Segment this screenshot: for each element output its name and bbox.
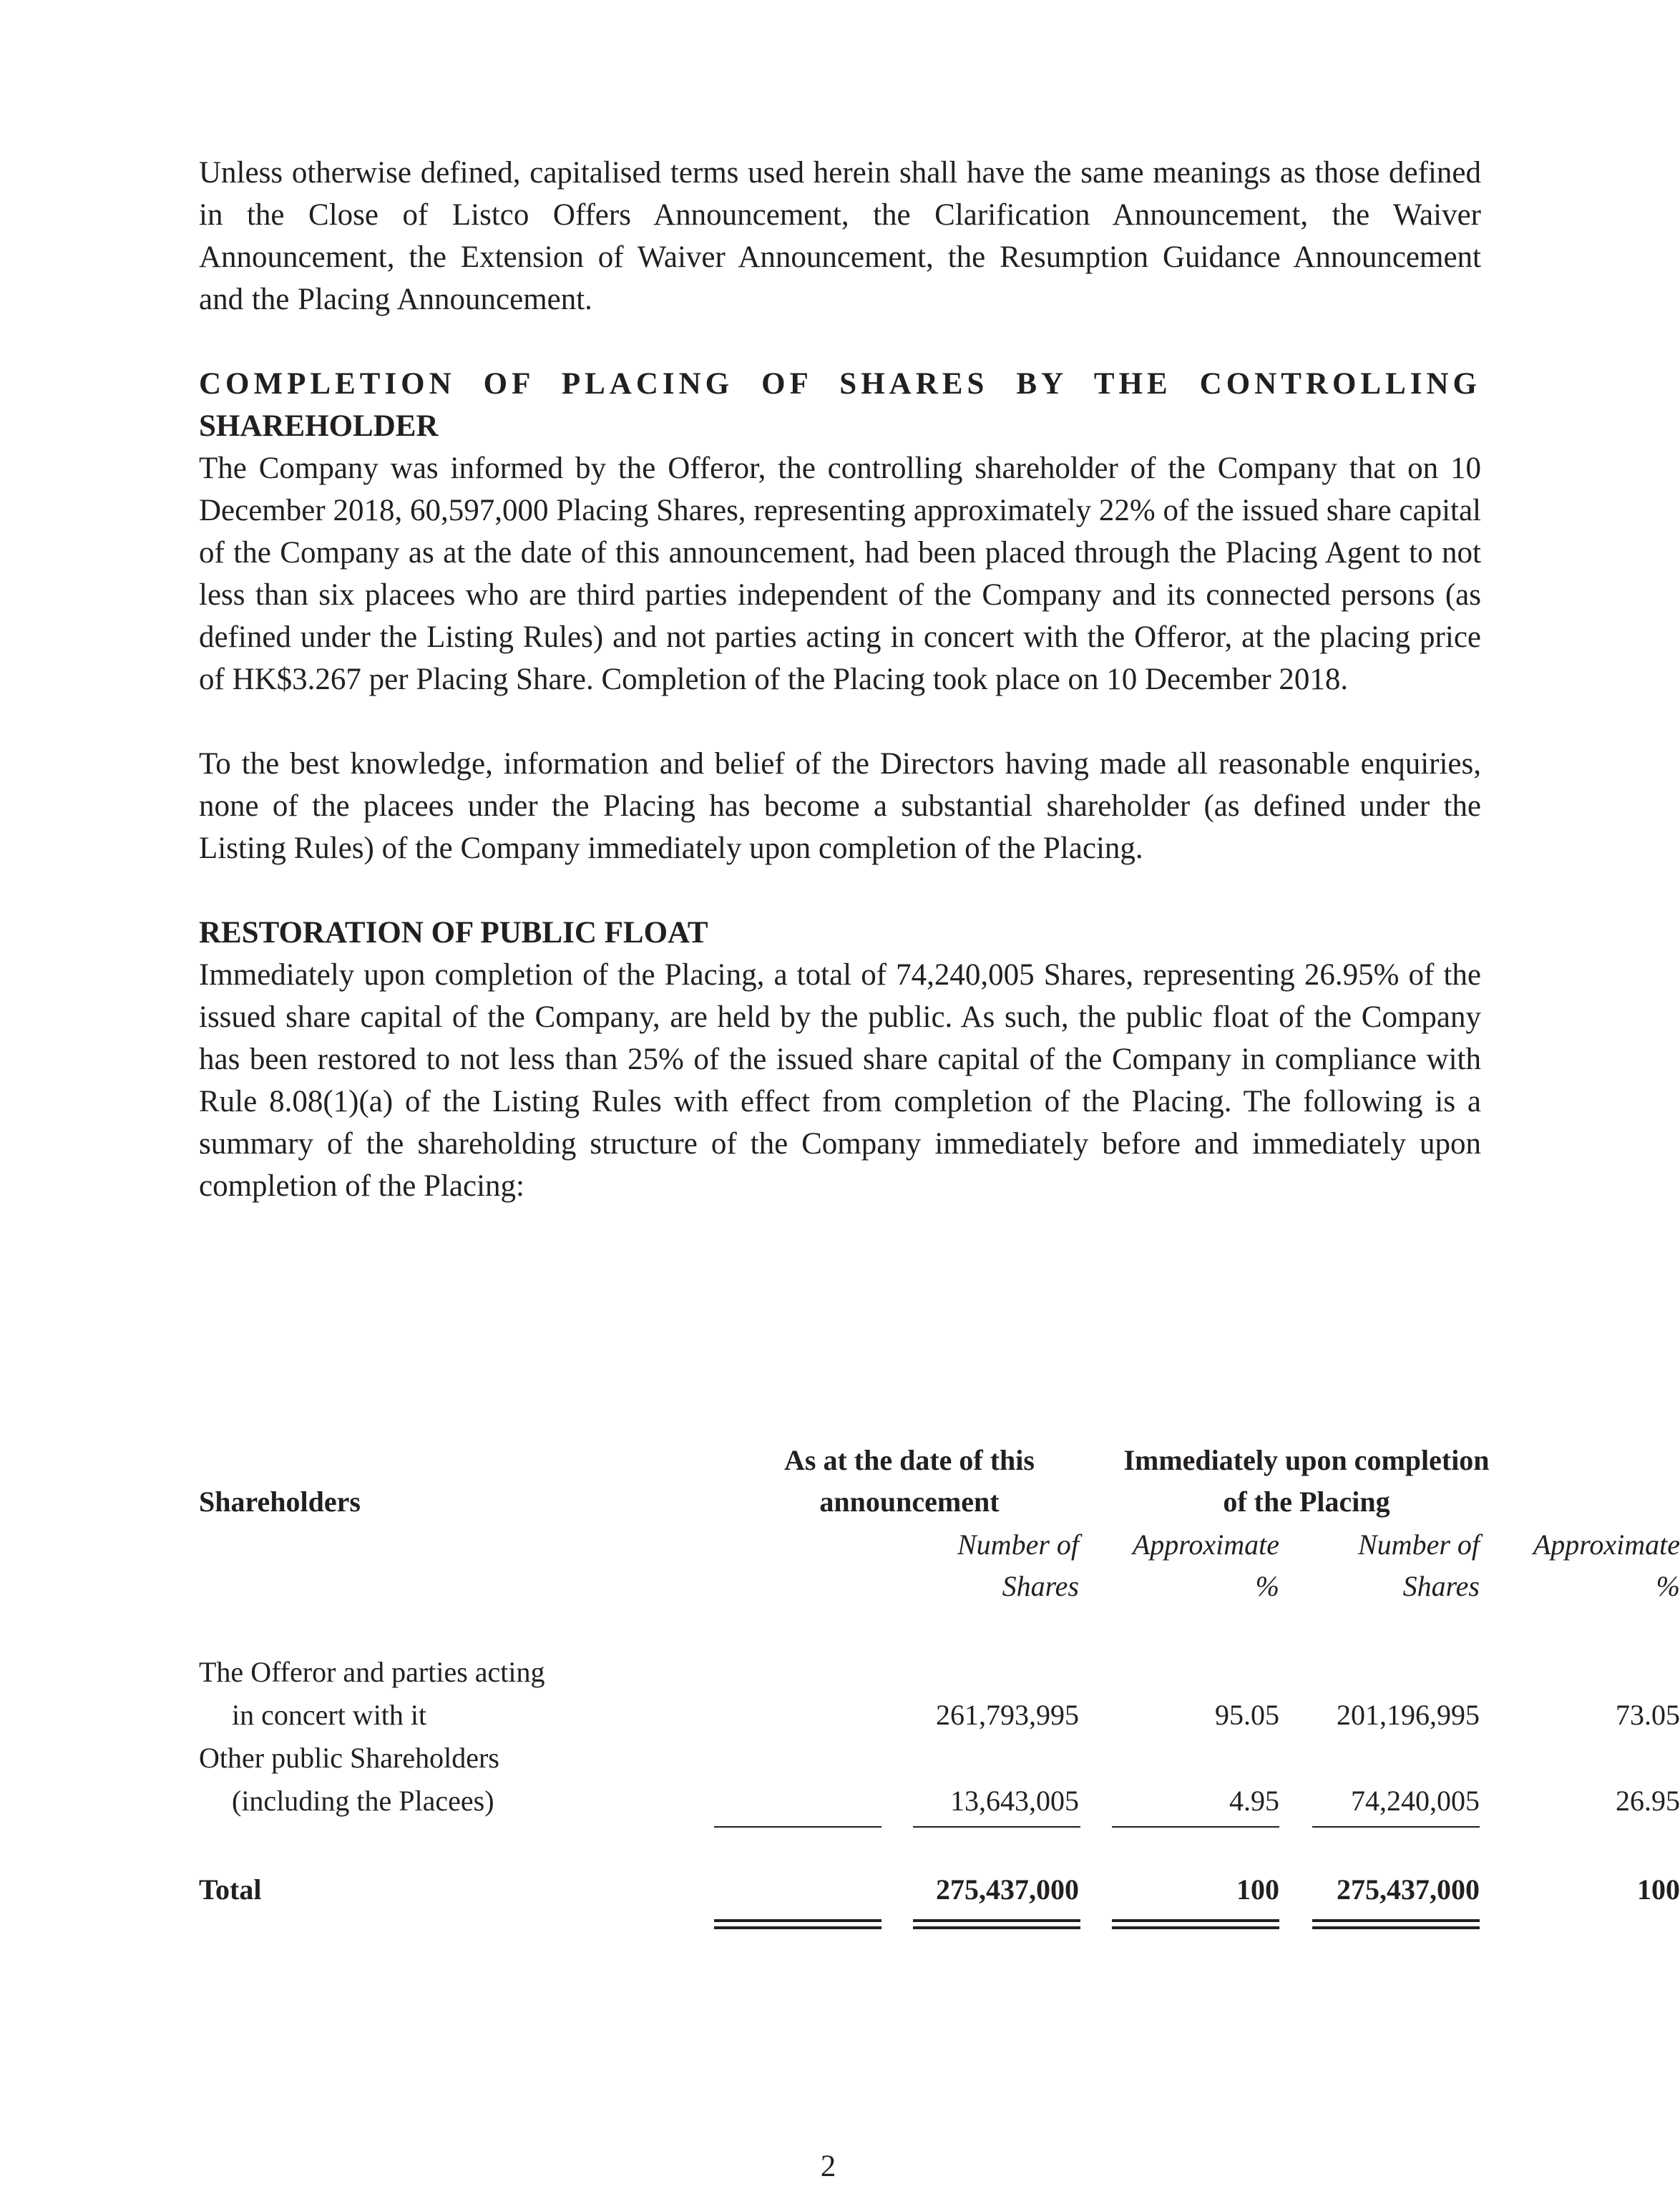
total-double-rule-1 bbox=[714, 1919, 881, 1929]
intro-paragraph: Unless otherwise defined, capitalised terms used herein shall have the same meanings as those defined in the Close of Listco Offers Announcement, the Clarification Announcement, the Waiver Announcement, the Extension of Waiver Announcement, the Resumption Guidance Announcement and the Placing Announcement. bbox=[199, 156, 1481, 316]
row-2-pct-after: 26.95 bbox=[1616, 1785, 1680, 1817]
row-2-pct-before: 4.95 bbox=[1229, 1785, 1279, 1817]
row-1-shares-after: 201,196,995 bbox=[1337, 1699, 1480, 1731]
total-double-rule-3 bbox=[1112, 1919, 1279, 1929]
subheader-pct-after-2: % bbox=[1656, 1570, 1680, 1602]
total-pct-before: 100 bbox=[1236, 1873, 1279, 1906]
heading-line-1: COMPLETION OF PLACING OF SHARES BY THE CONTROLLING bbox=[199, 367, 1481, 401]
total-label: Total bbox=[199, 1873, 262, 1906]
group-header-before-line2: announcement bbox=[819, 1486, 1000, 1518]
total-double-rule-4 bbox=[1312, 1919, 1480, 1929]
completion-paragraph-2: To the best knowledge, information and belief of the Directors having made all reasonable enquiries, none of the placees under the Placing has become a substantial shareholder (as defined under the Listing Rules) of the Company immediately upon completion of the Placing. bbox=[199, 747, 1481, 865]
row-2-shares-before: 13,643,005 bbox=[950, 1785, 1079, 1817]
total-double-rule-2 bbox=[913, 1919, 1080, 1929]
subheader-number-before-2: Shares bbox=[1002, 1570, 1079, 1602]
shareholding-table bbox=[199, 1440, 1680, 2098]
row-1-shares-before: 261,793,995 bbox=[936, 1699, 1079, 1731]
subtotal-rule-1 bbox=[714, 1826, 881, 1828]
total-shares-before: 275,437,000 bbox=[936, 1873, 1079, 1906]
row-2-name-line1: Other public Shareholders bbox=[199, 1742, 499, 1774]
document-page bbox=[199, 152, 1680, 1906]
subtotal-rule-4 bbox=[1312, 1826, 1480, 1828]
total-pct-after: 100 bbox=[1637, 1873, 1680, 1906]
section-heading-completion bbox=[199, 363, 1481, 447]
subheader-number-after-2: Shares bbox=[1402, 1570, 1480, 1602]
column-header-shareholders: Shareholders bbox=[199, 1486, 361, 1518]
row-1-name-line1: The Offeror and parties acting bbox=[199, 1656, 545, 1688]
public-float-paragraph: Immediately upon completion of the Placing, a total of 74,240,005 Shares, representing 26.95% of the issued share capital of the Company, are held by the public. As such, the public float of the Company has been restored to not less than 25% of the issued share capital of the Company in compliance with Rule 8.08(1)(a) of the Listing Rules with effect from completion of the Placing. The following is a summary of the shareholding structure of the Company immediately before and immediately upon completion of the Placing: bbox=[199, 958, 1481, 1203]
subtotal-rule-3 bbox=[1112, 1826, 1279, 1828]
row-1-pct-after: 73.05 bbox=[1616, 1699, 1680, 1731]
total-shares-after: 275,437,000 bbox=[1337, 1873, 1480, 1906]
subtotal-rule-2 bbox=[913, 1826, 1080, 1828]
subheader-number-before-1: Number of bbox=[957, 1528, 1079, 1561]
subheader-pct-before-2: % bbox=[1255, 1570, 1279, 1602]
heading-line-2: SHAREHOLDER bbox=[199, 409, 439, 443]
completion-paragraph-1: The Company was informed by the Offeror, the controlling shareholder of the Company that on 10 December 2018, 60,597,000 Placing Shares, representing approximately 22% of the issued share capital of the Company as at the date of this announcement, had been placed through the Placing Agent to not less than six placees who are third parties independent of the Company and its connected persons (as defined under the Listing Rules) and not parties acting in concert with the Offeror, at the placing price of HK$3.267 per Placing Share. Completion of the Placing took place on 10 December 2018. bbox=[199, 452, 1481, 696]
row-1-pct-before: 95.05 bbox=[1215, 1699, 1279, 1731]
row-1-name-line2: in concert with it bbox=[232, 1699, 427, 1731]
subheader-pct-after-1: Approximate bbox=[1533, 1528, 1680, 1561]
row-2-shares-after: 74,240,005 bbox=[1351, 1785, 1480, 1817]
group-header-after-line1: Immediately upon completion bbox=[1123, 1444, 1490, 1476]
subheader-pct-before-1: Approximate bbox=[1132, 1528, 1279, 1561]
group-header-after-line2: of the Placing bbox=[1223, 1486, 1390, 1518]
section-heading-public-float: RESTORATION OF PUBLIC FLOAT bbox=[199, 916, 708, 950]
page-number: 2 bbox=[820, 2150, 836, 2183]
group-header-before-line1: As at the date of this bbox=[784, 1444, 1035, 1476]
subheader-number-after-1: Number of bbox=[1358, 1528, 1480, 1561]
row-2-name-line2: (including the Placees) bbox=[232, 1785, 494, 1817]
